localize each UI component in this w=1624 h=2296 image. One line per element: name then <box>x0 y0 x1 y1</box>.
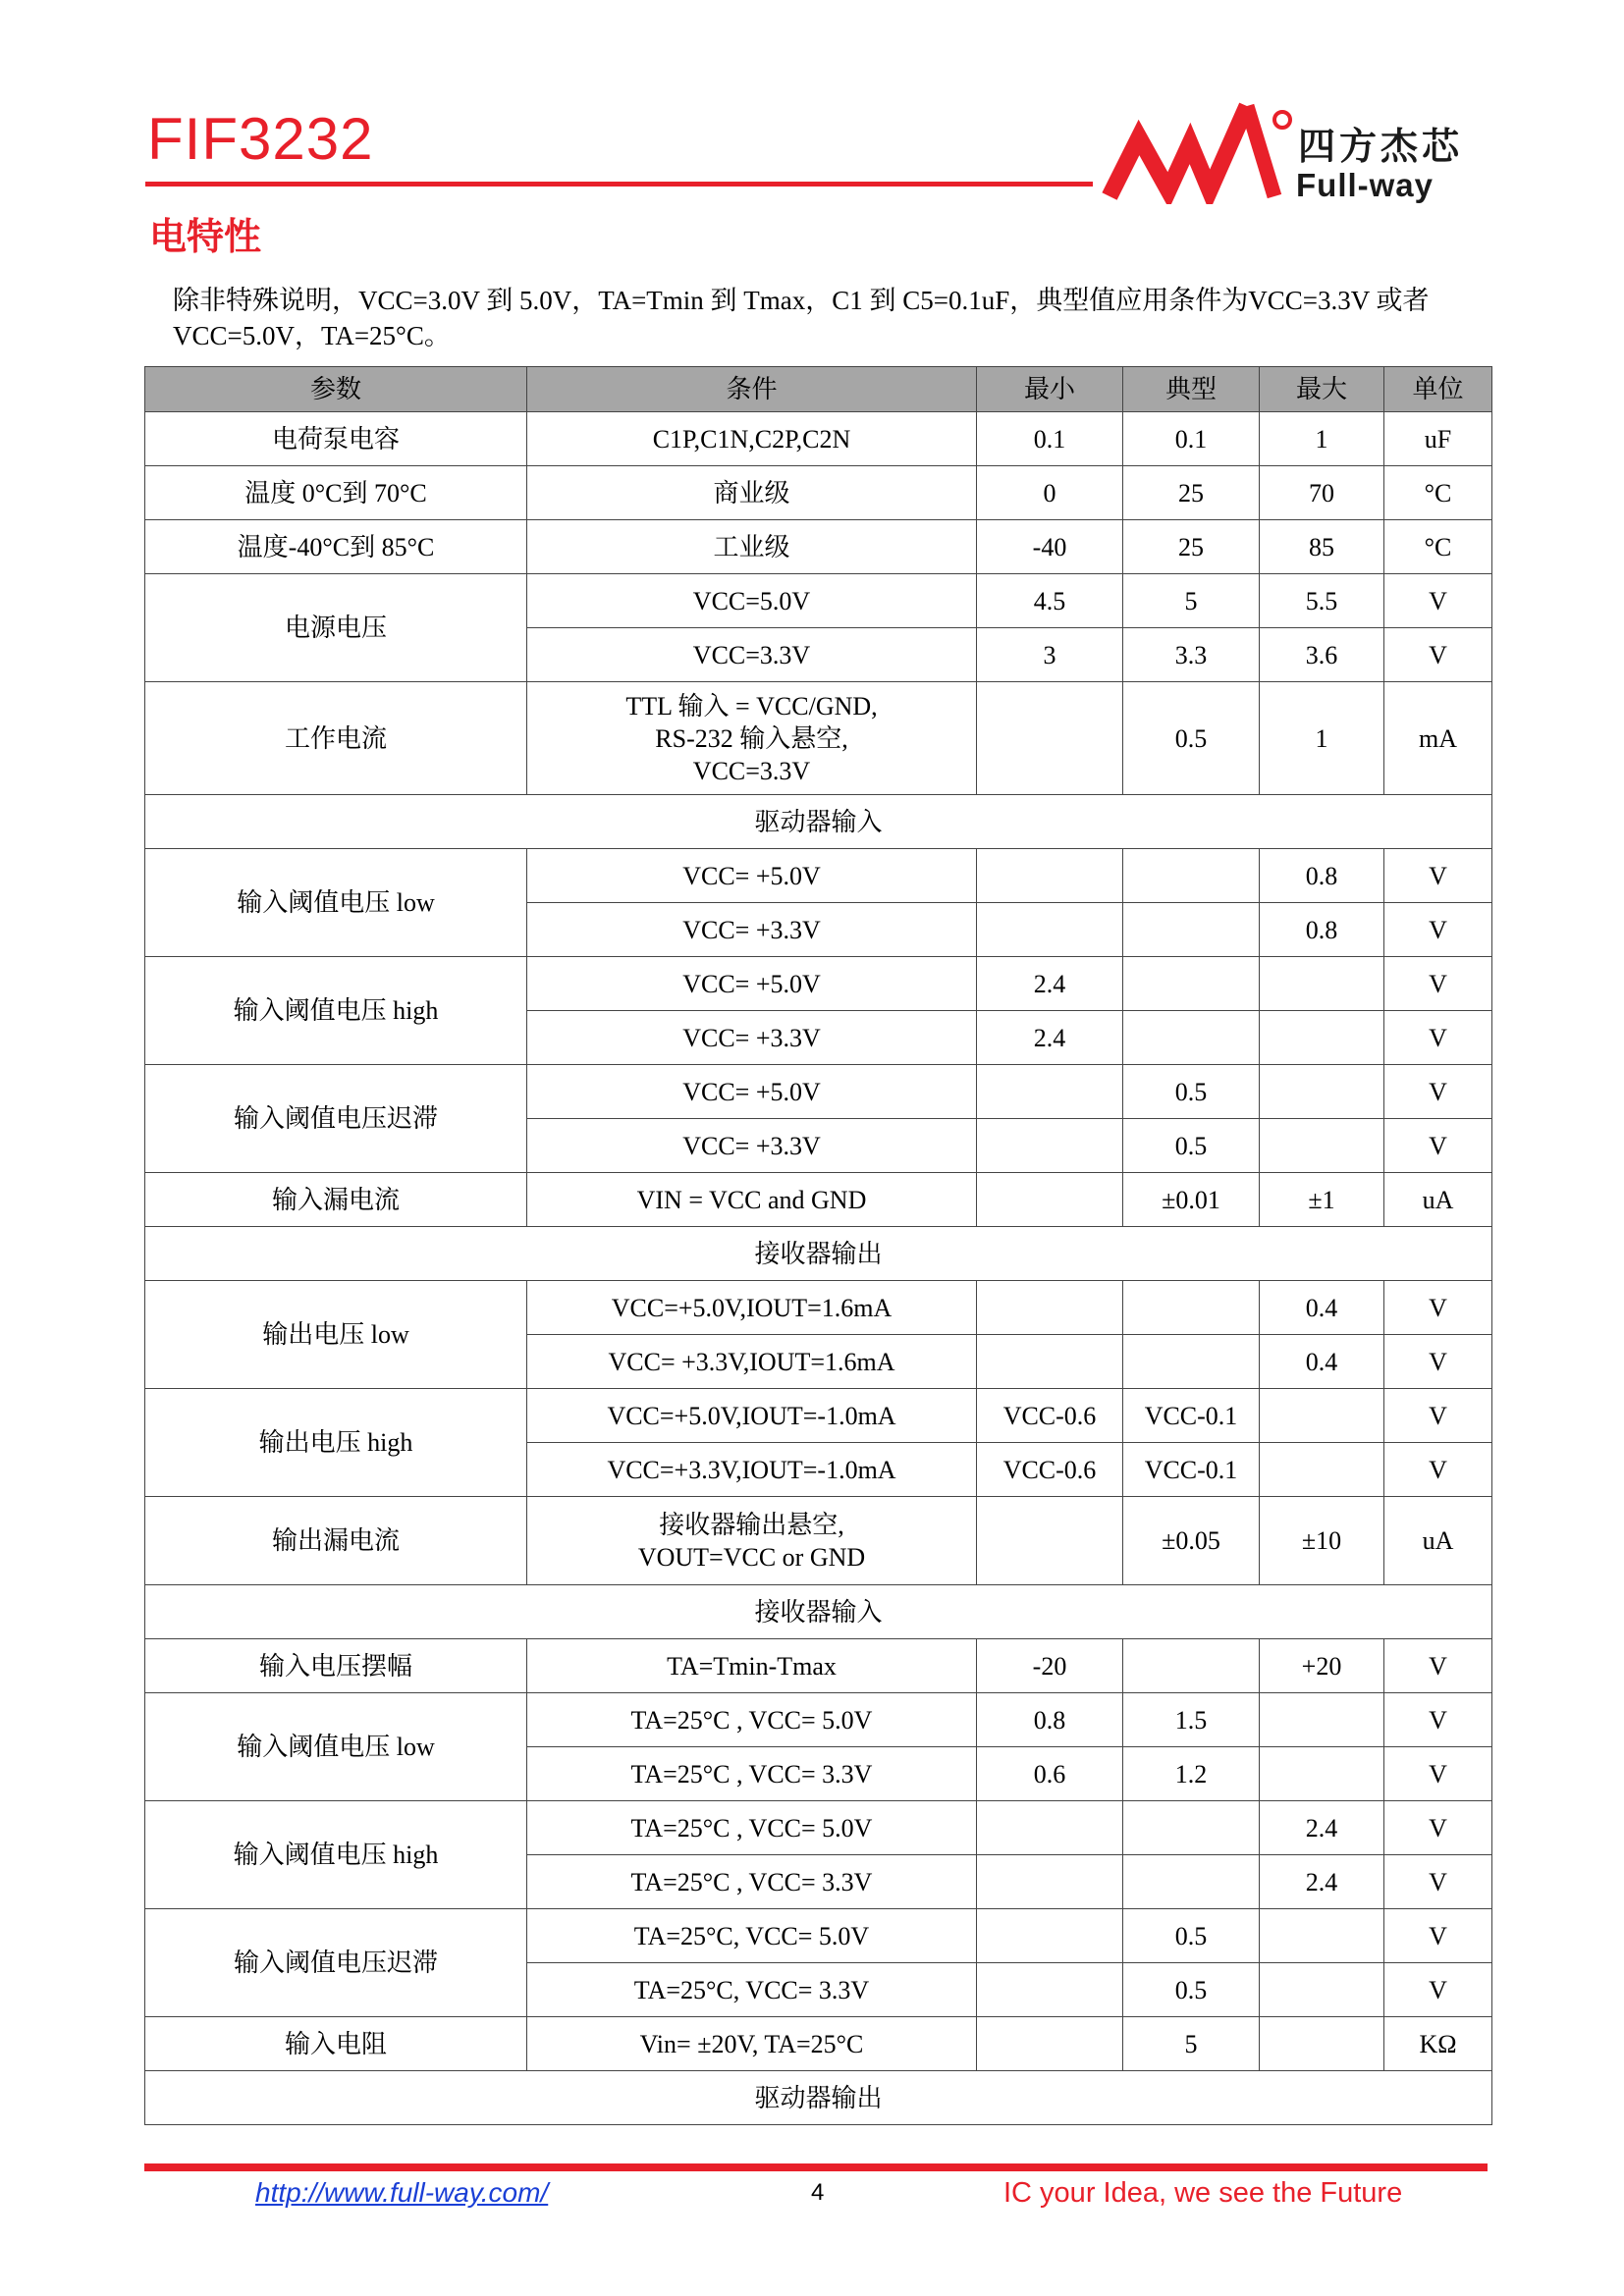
table-row <box>145 1909 1492 1963</box>
condition-cell <box>527 1497 977 1585</box>
condition-cell <box>527 682 977 795</box>
unit-cell: V <box>1384 957 1492 1011</box>
typ-cell: 5 <box>1123 2017 1260 2071</box>
param-cell: 输入阈值电压迟滞 <box>145 1909 527 2017</box>
min-cell: -20 <box>977 1639 1123 1693</box>
max-cell <box>1260 1963 1384 2017</box>
section-label: 驱动器输入 <box>145 795 1492 849</box>
param-cell: 输入电压摆幅 <box>145 1639 527 1693</box>
unit-cell: V <box>1384 1801 1492 1855</box>
condition-cell: VCC= +3.3V <box>527 903 977 957</box>
unit-cell: V <box>1384 1963 1492 2017</box>
max-cell: ±1 <box>1260 1173 1384 1227</box>
min-cell: VCC-0.6 <box>977 1389 1123 1443</box>
typ-cell: 0.5 <box>1123 682 1260 795</box>
unit-cell: V <box>1384 1011 1492 1065</box>
table-section-row <box>145 1227 1492 1281</box>
min-cell: 4.5 <box>977 574 1123 628</box>
unit-cell: °C <box>1384 466 1492 520</box>
max-cell <box>1260 1119 1384 1173</box>
param-cell: 输出漏电流 <box>145 1497 527 1585</box>
max-cell: 0.4 <box>1260 1335 1384 1389</box>
typ-cell <box>1123 1639 1260 1693</box>
param-cell: 输出电压 high <box>145 1389 527 1497</box>
max-cell <box>1260 2017 1384 2071</box>
unit-cell: V <box>1384 1693 1492 1747</box>
logo-english-text: Full-way <box>1296 167 1435 203</box>
min-cell <box>977 1173 1123 1227</box>
max-cell <box>1260 1389 1384 1443</box>
max-cell: 2.4 <box>1260 1855 1384 1909</box>
unit-cell: V <box>1384 849 1492 903</box>
header-min: 最小 <box>977 367 1123 412</box>
unit-cell: uF <box>1384 412 1492 466</box>
document-title: FIF3232 <box>147 106 374 172</box>
max-cell <box>1260 1747 1384 1801</box>
typ-cell: 3.3 <box>1123 628 1260 682</box>
max-cell: 0.8 <box>1260 849 1384 903</box>
min-cell <box>977 1855 1123 1909</box>
typ-cell: 0.5 <box>1123 1119 1260 1173</box>
param-cell: 电荷泵电容 <box>145 412 527 466</box>
max-cell: 2.4 <box>1260 1801 1384 1855</box>
table-row <box>145 1389 1492 1443</box>
typ-cell: ±0.01 <box>1123 1173 1260 1227</box>
table-row <box>145 2017 1492 2071</box>
condition-cell: VCC=+3.3V,IOUT=-1.0mA <box>527 1443 977 1497</box>
typ-cell <box>1123 1801 1260 1855</box>
table-section-row <box>145 2071 1492 2125</box>
unit-cell: V <box>1384 1855 1492 1909</box>
min-cell: 3 <box>977 628 1123 682</box>
table-row <box>145 1801 1492 1855</box>
typ-cell: 1.5 <box>1123 1693 1260 1747</box>
conditions-paragraph: 除非特殊说明，VCC=3.0V 到 5.0V，TA=Tmin 到 Tmax，C1 到 C5=0.1uF，典型值应用条件为VCC=3.3V 或者 VCC=5.0V，TA=25°C。 <box>173 286 1430 350</box>
header-rule <box>145 182 1093 187</box>
min-cell: 0.8 <box>977 1693 1123 1747</box>
max-cell: 85 <box>1260 520 1384 574</box>
header-unit: 单位 <box>1384 367 1492 412</box>
header-param: 参数 <box>145 367 527 412</box>
condition-cell: VIN = VCC and GND <box>527 1173 977 1227</box>
typ-cell: 0.5 <box>1123 1065 1260 1119</box>
section-label: 接收器输入 <box>145 1585 1492 1639</box>
typ-cell: 25 <box>1123 466 1260 520</box>
max-cell <box>1260 1065 1384 1119</box>
max-cell: 5.5 <box>1260 574 1384 628</box>
condition-cell: VCC= +5.0V <box>527 957 977 1011</box>
header-typ: 典型 <box>1123 367 1260 412</box>
condition-cell: VCC= +3.3V <box>527 1119 977 1173</box>
typ-cell: 0.1 <box>1123 412 1260 466</box>
website-link[interactable]: http://www.full-way.com/ <box>255 2177 549 2208</box>
condition-cell: VCC= +3.3V,IOUT=1.6mA <box>527 1335 977 1389</box>
param-cell: 温度 0°C到 70°C <box>145 466 527 520</box>
unit-cell: V <box>1384 574 1492 628</box>
min-cell <box>977 903 1123 957</box>
condition-cell: TA=25°C, VCC= 5.0V <box>527 1909 977 1963</box>
condition-cell: VCC= +5.0V <box>527 849 977 903</box>
unit-cell: V <box>1384 903 1492 957</box>
min-cell: 0 <box>977 466 1123 520</box>
min-cell <box>977 1497 1123 1585</box>
section-label: 驱动器输出 <box>145 2071 1492 2125</box>
condition-line: 接收器输出悬空, <box>659 1510 844 1539</box>
param-cell: 温度-40°C到 85°C <box>145 520 527 574</box>
min-cell: 0.6 <box>977 1747 1123 1801</box>
max-cell <box>1260 1443 1384 1497</box>
typ-cell <box>1123 849 1260 903</box>
electrical-characteristics-table <box>144 366 1492 2125</box>
unit-cell: KΩ <box>1384 2017 1492 2071</box>
header-max: 最大 <box>1260 367 1384 412</box>
max-cell <box>1260 1909 1384 1963</box>
max-cell <box>1260 1693 1384 1747</box>
header-condition: 条件 <box>527 367 977 412</box>
typ-cell <box>1123 1011 1260 1065</box>
condition-line: TTL 输入 = VCC/GND, <box>625 691 878 721</box>
condition-line: RS-232 输入悬空, <box>655 723 848 753</box>
table-row <box>145 1639 1492 1693</box>
min-cell <box>977 1335 1123 1389</box>
unit-cell: uA <box>1384 1173 1492 1227</box>
param-cell: 输入阈值电压 low <box>145 1693 527 1801</box>
company-logo <box>1100 96 1492 204</box>
typ-cell: 0.5 <box>1123 1909 1260 1963</box>
typ-cell: 25 <box>1123 520 1260 574</box>
condition-cell: C1P,C1N,C2P,C2N <box>527 412 977 466</box>
unit-cell: V <box>1384 1281 1492 1335</box>
condition-cell: VCC=+5.0V,IOUT=1.6mA <box>527 1281 977 1335</box>
typ-cell <box>1123 1335 1260 1389</box>
unit-cell: °C <box>1384 520 1492 574</box>
min-cell <box>977 1801 1123 1855</box>
full-way-logo-icon <box>1100 96 1296 204</box>
unit-cell: V <box>1384 1639 1492 1693</box>
unit-cell: uA <box>1384 1497 1492 1585</box>
max-cell: +20 <box>1260 1639 1384 1693</box>
unit-cell: V <box>1384 1389 1492 1443</box>
param-cell: 电源电压 <box>145 574 527 682</box>
condition-cell: VCC=+5.0V,IOUT=-1.0mA <box>527 1389 977 1443</box>
min-cell <box>977 1065 1123 1119</box>
section-label: 接收器输出 <box>145 1227 1492 1281</box>
condition-cell: TA=25°C, VCC= 3.3V <box>527 1963 977 2017</box>
condition-cell: TA=25°C , VCC= 3.3V <box>527 1747 977 1801</box>
min-cell: -40 <box>977 520 1123 574</box>
condition-cell: 工业级 <box>527 520 977 574</box>
condition-line: VCC=3.3V <box>692 756 811 785</box>
table-row <box>145 682 1492 795</box>
page-number: 4 <box>811 2179 825 2206</box>
param-cell: 输入电阻 <box>145 2017 527 2071</box>
max-cell <box>1260 957 1384 1011</box>
param-cell: 输出电压 low <box>145 1281 527 1389</box>
typ-cell: 1.2 <box>1123 1747 1260 1801</box>
min-cell: 2.4 <box>977 1011 1123 1065</box>
unit-cell: V <box>1384 1335 1492 1389</box>
condition-cell: TA=25°C , VCC= 5.0V <box>527 1693 977 1747</box>
typ-cell <box>1123 1855 1260 1909</box>
table-row <box>145 1065 1492 1119</box>
table-row <box>145 520 1492 574</box>
condition-cell: VCC=3.3V <box>527 628 977 682</box>
min-cell <box>977 1119 1123 1173</box>
max-cell: 0.4 <box>1260 1281 1384 1335</box>
table-section-row <box>145 795 1492 849</box>
typ-cell: VCC-0.1 <box>1123 1443 1260 1497</box>
min-cell <box>977 849 1123 903</box>
min-cell <box>977 2017 1123 2071</box>
typ-cell <box>1123 957 1260 1011</box>
footer-slogan: IC your Idea, we see the Future <box>1003 2177 1403 2209</box>
min-cell: 2.4 <box>977 957 1123 1011</box>
param-cell: 输入阈值电压 high <box>145 1801 527 1909</box>
max-cell: 1 <box>1260 412 1384 466</box>
min-cell <box>977 1909 1123 1963</box>
unit-cell: V <box>1384 1443 1492 1497</box>
min-cell <box>977 682 1123 795</box>
table-section-row <box>145 1585 1492 1639</box>
table-row <box>145 957 1492 1011</box>
table-header-row <box>145 367 1492 412</box>
condition-cell: 商业级 <box>527 466 977 520</box>
table-row <box>145 1173 1492 1227</box>
max-cell <box>1260 1011 1384 1065</box>
min-cell <box>977 1281 1123 1335</box>
unit-cell: V <box>1384 1747 1492 1801</box>
table-row <box>145 1497 1492 1585</box>
unit-cell: V <box>1384 1119 1492 1173</box>
table-row <box>145 849 1492 903</box>
typ-cell <box>1123 1281 1260 1335</box>
table-row <box>145 466 1492 520</box>
min-cell <box>977 1963 1123 2017</box>
typ-cell <box>1123 903 1260 957</box>
typ-cell: 0.5 <box>1123 1963 1260 2017</box>
condition-line: VOUT=VCC or GND <box>637 1542 866 1572</box>
table-row <box>145 1693 1492 1747</box>
unit-cell: V <box>1384 1065 1492 1119</box>
condition-cell: VCC=5.0V <box>527 574 977 628</box>
condition-cell: VCC= +3.3V <box>527 1011 977 1065</box>
unit-cell: mA <box>1384 682 1492 795</box>
max-cell: 70 <box>1260 466 1384 520</box>
section-title: 电特性 <box>149 215 262 258</box>
condition-cell: VCC= +5.0V <box>527 1065 977 1119</box>
unit-cell: V <box>1384 1909 1492 1963</box>
min-cell: VCC-0.6 <box>977 1443 1123 1497</box>
unit-cell: V <box>1384 628 1492 682</box>
param-cell: 输入阈值电压迟滞 <box>145 1065 527 1173</box>
table-row <box>145 412 1492 466</box>
typ-cell: VCC-0.1 <box>1123 1389 1260 1443</box>
max-cell: 1 <box>1260 682 1384 795</box>
min-cell: 0.1 <box>977 412 1123 466</box>
condition-cell: TA=Tmin-Tmax <box>527 1639 977 1693</box>
max-cell: 0.8 <box>1260 903 1384 957</box>
table-row <box>145 1281 1492 1335</box>
footer-rule <box>144 2163 1488 2171</box>
param-cell: 输入阈值电压 high <box>145 957 527 1065</box>
param-cell: 输入漏电流 <box>145 1173 527 1227</box>
param-cell: 工作电流 <box>145 682 527 795</box>
max-cell: 3.6 <box>1260 628 1384 682</box>
max-cell: ±10 <box>1260 1497 1384 1585</box>
condition-cell: TA=25°C , VCC= 5.0V <box>527 1801 977 1855</box>
condition-cell: Vin= ±20V, TA=25°C <box>527 2017 977 2071</box>
condition-cell: TA=25°C , VCC= 3.3V <box>527 1855 977 1909</box>
typ-cell: 5 <box>1123 574 1260 628</box>
typ-cell: ±0.05 <box>1123 1497 1260 1585</box>
table-row <box>145 574 1492 628</box>
param-cell: 输入阈值电压 low <box>145 849 527 957</box>
logo-chinese-text: 四方杰芯 <box>1298 125 1464 168</box>
